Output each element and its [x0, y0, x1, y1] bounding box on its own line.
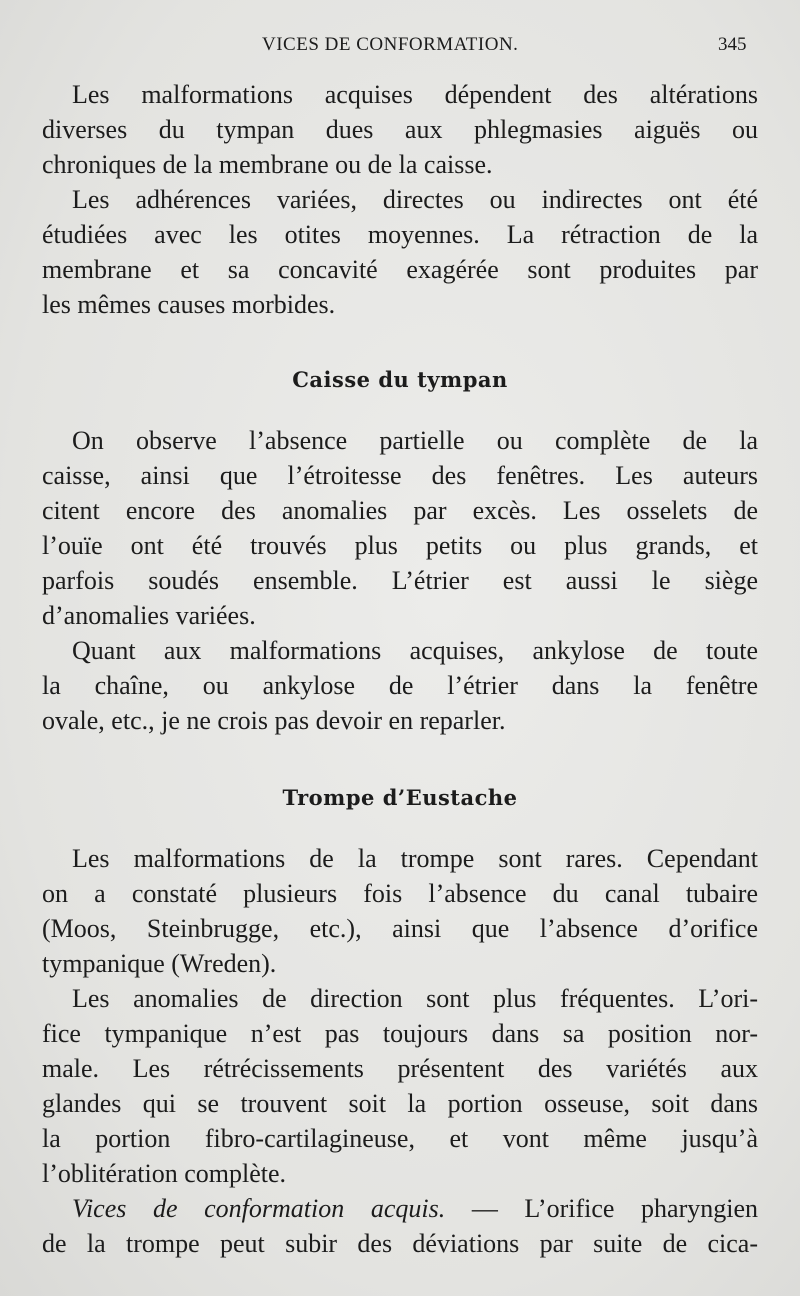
text-line: Les malformations de la trompe sont rares. Cependant: [72, 844, 758, 873]
text-line: male. Les rétrécissements présentent des variétés aux: [42, 1054, 758, 1083]
text-line: Les adhérences variées, directes ou indirectes ont été: [72, 185, 758, 214]
text-line: [72, 1192, 758, 1226]
running-title: VICES DE CONFORMATION.: [262, 34, 519, 55]
text-line: Les anomalies de direction sont plus fréquentes. L’ori-: [72, 984, 758, 1013]
text-line: étudiées avec les otites moyennes. La rétraction de la: [42, 220, 758, 249]
running-head: [0, 34, 800, 64]
text-line: diverses du tympan dues aux phlegmasies aiguës ou: [42, 115, 758, 144]
text-line: les mêmes causes morbides.: [42, 290, 336, 319]
text-line: membrane et sa concavité exagérée sont produites par: [42, 255, 758, 284]
text-line: (Moos, Steinbrugge, etc.), ainsi que l’absence d’orifice: [42, 914, 758, 943]
text-line: ovale, etc., je ne crois pas devoir en reparler.: [42, 706, 506, 735]
text-line: Les malformations acquises dépendent des altérations: [72, 80, 758, 109]
text-line: On observe l’absence partielle ou complète de la: [72, 426, 758, 455]
text-line: l’ouïe ont été trouvés plus petits ou plus grands, et: [42, 531, 758, 560]
text-line: parfois soudés ensemble. L’étrier est aussi le siège: [42, 566, 758, 595]
page-number: 345: [718, 34, 747, 55]
text-line: tympanique (Wreden).: [42, 949, 277, 978]
section-heading-caisse: Caisse du tympan: [292, 367, 508, 392]
text-line: fice tympanique n’est pas toujours dans sa position nor-: [42, 1019, 758, 1048]
text-line: Quant aux malformations acquises, ankylose de toute: [72, 636, 758, 665]
text-line: caisse, ainsi que l’étroitesse des fenêtres. Les auteurs: [42, 461, 758, 490]
italic-lead: Vices de conformation acquis.: [72, 1194, 446, 1223]
text-line: de la trompe peut subir des déviations par suite de cica-: [42, 1229, 758, 1258]
text-line: citent encore des anomalies par excès. Les osselets de: [42, 496, 758, 525]
section-heading-trompe: Trompe d’Eustache: [282, 785, 518, 810]
text-line: la chaîne, ou ankylose de l’étrier dans la fenêtre: [42, 671, 758, 700]
lead-rest: — L’orifice pharyngien: [445, 1194, 758, 1223]
text-line: l’oblitération complète.: [42, 1159, 287, 1188]
text-line: on a constaté plusieurs fois l’absence du canal tubaire: [42, 879, 758, 908]
text-line: chroniques de la membrane ou de la caisse.: [42, 150, 493, 179]
text-line: la portion fibro-cartilagineuse, et vont même jusqu’à: [42, 1124, 758, 1153]
text-line: d’anomalies variées.: [42, 601, 256, 630]
text-line: glandes qui se trouvent soit la portion osseuse, soit dans: [42, 1089, 758, 1118]
